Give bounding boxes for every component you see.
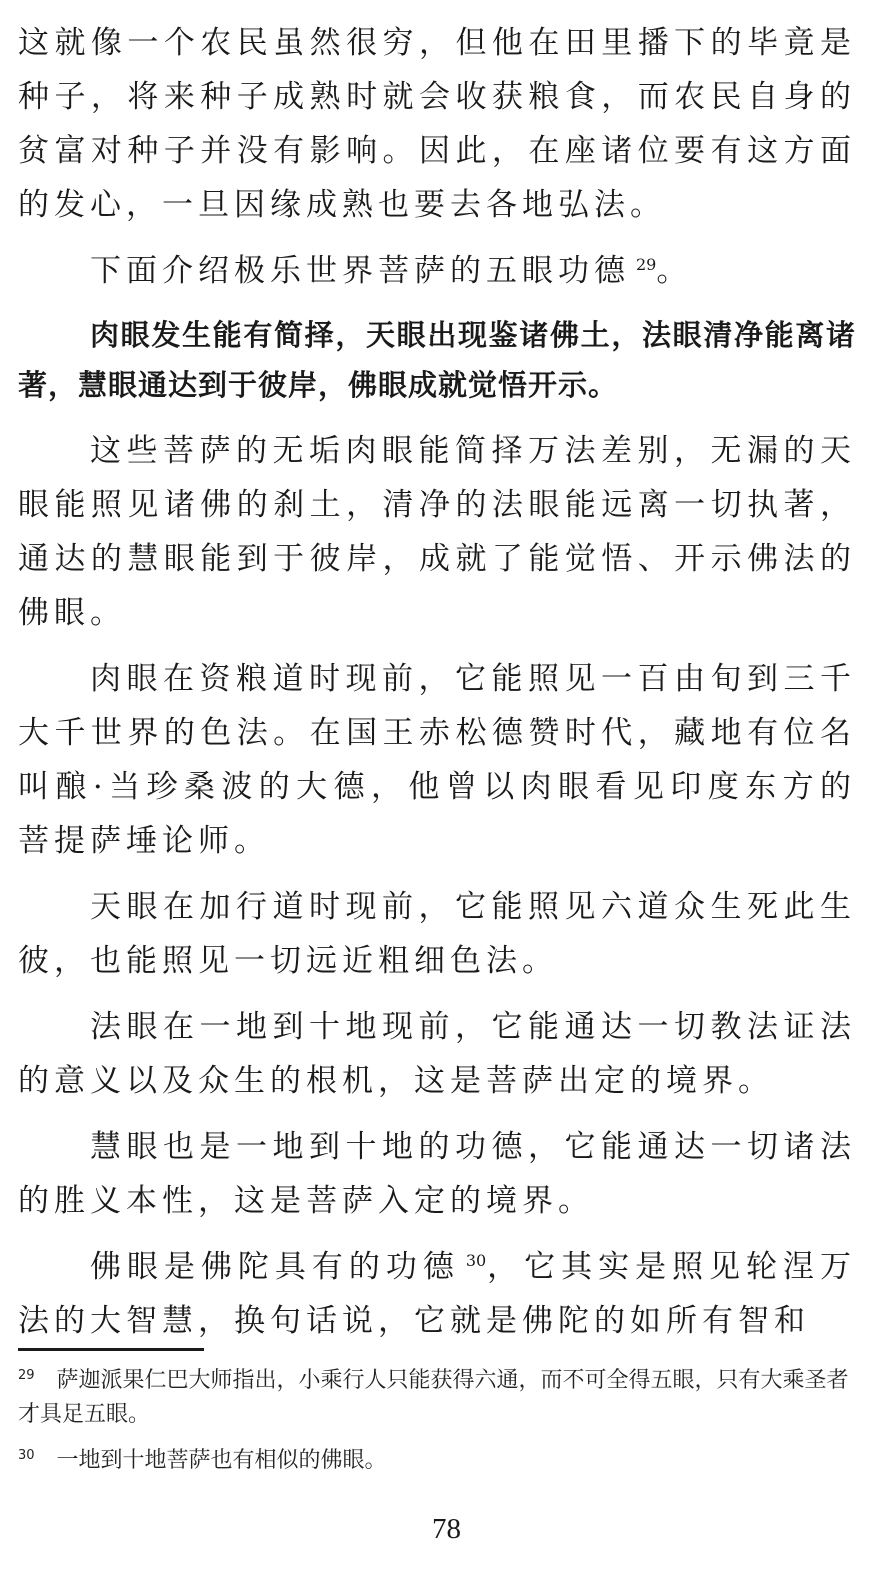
footnote-text: 一地到十地菩萨也有相似的佛眼。 bbox=[56, 1448, 387, 1473]
footnote-number: 29 bbox=[18, 1367, 35, 1383]
footnote-ref[interactable]: 29 bbox=[636, 254, 657, 274]
paragraph bbox=[18, 1240, 856, 1348]
paragraph: 这些菩萨的无垢肉眼能简择万法差别，无漏的天眼能照见诸佛的刹土，清净的法眼能远离一切执著，通达的慧眼能到于彼岸，成就了能觉悟、开示佛法的佛眼。 bbox=[18, 433, 856, 631]
footnote bbox=[18, 1364, 853, 1432]
page-number: 78 bbox=[432, 1513, 461, 1545]
paragraph: 天眼在加行道时现前，它能照见六道众生死此生彼，也能照见一切远近粗细色法。 bbox=[18, 889, 856, 979]
footnote bbox=[18, 1444, 853, 1478]
paragraph-text: 佛眼是佛陀具有的功德 bbox=[90, 1249, 460, 1285]
paragraph: 慧眼也是一地到十地的功德，它能通达一切诸法的胜义本性，这是菩萨入定的境界。 bbox=[18, 1129, 856, 1219]
paragraph-text: ，它其实是照见轮涅万法的大智慧，换句话说，它就是佛陀的如所有智和 bbox=[18, 1249, 857, 1339]
paragraph: 法眼在一地到十地现前，它能通达一切教法证法的意义以及众生的根机，这是菩萨出定的境界。 bbox=[18, 1009, 856, 1099]
footnote-ref[interactable]: 30 bbox=[465, 1250, 487, 1270]
paragraph-text: 下面介绍极乐世界菩萨的五眼功德 bbox=[90, 253, 630, 289]
footnote-number: 30 bbox=[18, 1447, 35, 1463]
paragraph-text: 。 bbox=[656, 253, 693, 289]
footnote-divider bbox=[18, 1348, 204, 1351]
paragraph: 这就像一个农民虽然很穷，但他在田里播下的毕竟是种子，将来种子成熟时就会收获粮食，而农民自身的贫富对种子并没有影响。因此，在座诸位要有这方面的发心，一旦因缘成熟也要去各地弘法。 bbox=[18, 25, 856, 223]
main-text bbox=[18, 16, 856, 1360]
footnote-text: 萨迦派果仁巴大师指出，小乘行人只能获得六通，而不可全得五眼，只有大乘圣者才具足五眼。 bbox=[18, 1368, 849, 1427]
verse-quote: 肉眼发生能有简择，天眼出现鉴诸佛土，法眼清净能离诸著，慧眼通达到于彼岸，佛眼成就觉悟开示。 bbox=[18, 318, 856, 402]
paragraph: 肉眼在资粮道时现前，它能照见一百由旬到三千大千世界的色法。在国王赤松德赞时代，藏地有位名叫酿·当珍桑波的大德，他曾以肉眼看见印度东方的菩提萨埵论师。 bbox=[18, 661, 856, 859]
paragraph bbox=[18, 244, 856, 298]
